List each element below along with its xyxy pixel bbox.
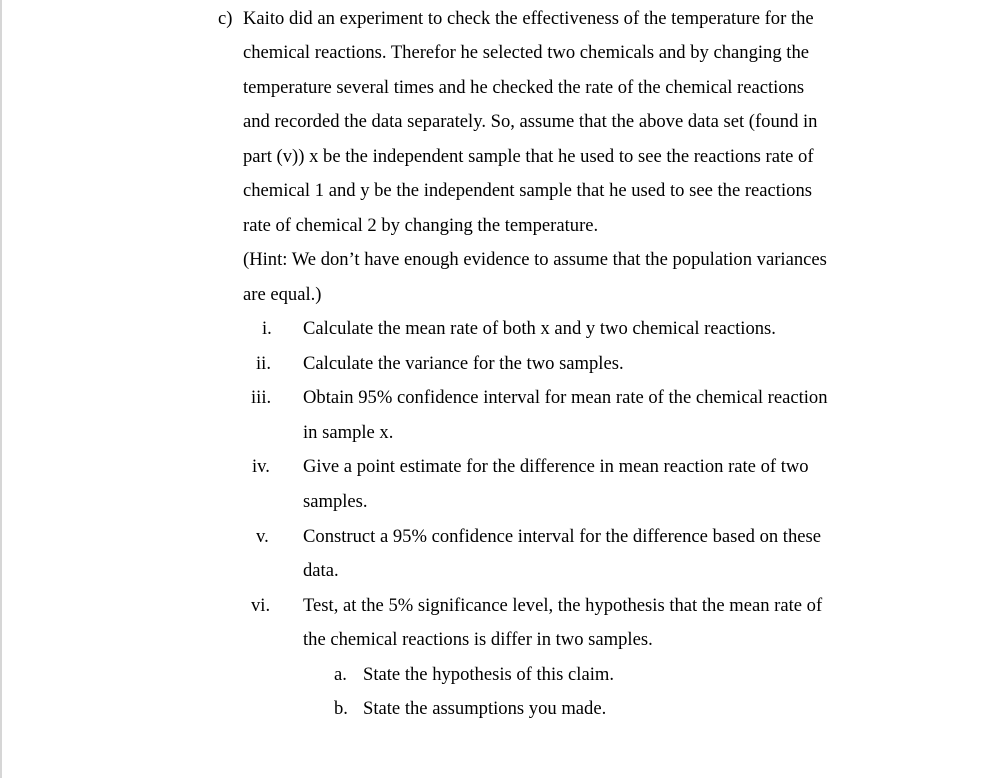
item-text: Test, at the 5% significance level, the hypothesis that the mean rate of bbox=[303, 595, 823, 616]
item-text: Calculate the variance for the two samples. bbox=[303, 353, 624, 374]
item-label: iv. bbox=[252, 456, 270, 477]
item-label: v. bbox=[256, 526, 269, 547]
item-label: vi. bbox=[251, 595, 271, 616]
item-label: ii. bbox=[256, 353, 271, 374]
item-text: data. bbox=[303, 560, 339, 581]
item-text: in sample x. bbox=[303, 422, 394, 443]
question-line: part (v)) x be the independent sample that he used to see the reactions rate of bbox=[243, 146, 814, 167]
subitem-text: State the hypothesis of this claim. bbox=[363, 664, 614, 685]
subitem-label: a. bbox=[334, 664, 347, 685]
item-text: Obtain 95% confidence interval for mean rate of the chemical reaction bbox=[303, 387, 828, 408]
question-line: chemical 1 and y be the independent sample that he used to see the reactions bbox=[243, 180, 812, 201]
question-line: chemical reactions. Therefor he selected two chemicals and by changing the bbox=[243, 42, 810, 63]
question-line: and recorded the data separately. So, assume that the above data set (found in bbox=[243, 111, 818, 132]
item-text: Calculate the mean rate of both x and y two chemical reactions. bbox=[303, 318, 776, 339]
item-label: iii. bbox=[251, 387, 272, 408]
item-text: the chemical reactions is differ in two samples. bbox=[303, 629, 653, 650]
question-label: c) bbox=[218, 8, 233, 29]
item-text: Construct a 95% confidence interval for the difference based on these bbox=[303, 526, 822, 547]
item-text: samples. bbox=[303, 491, 368, 512]
item-label: i. bbox=[262, 318, 272, 339]
question-line: temperature several times and he checked the rate of the chemical reactions bbox=[243, 77, 805, 98]
item-text: Give a point estimate for the difference in mean reaction rate of two bbox=[303, 456, 809, 477]
subitem-label: b. bbox=[334, 698, 348, 719]
hint-line: (Hint: We don’t have enough evidence to assume that the population variances bbox=[243, 249, 827, 270]
question-line: Kaito did an experiment to check the effectiveness of the temperature for the bbox=[243, 8, 814, 29]
subitem-text: State the assumptions you made. bbox=[363, 698, 607, 719]
question-line: rate of chemical 2 by changing the temperature. bbox=[243, 215, 599, 236]
hint-line: are equal.) bbox=[243, 284, 322, 305]
